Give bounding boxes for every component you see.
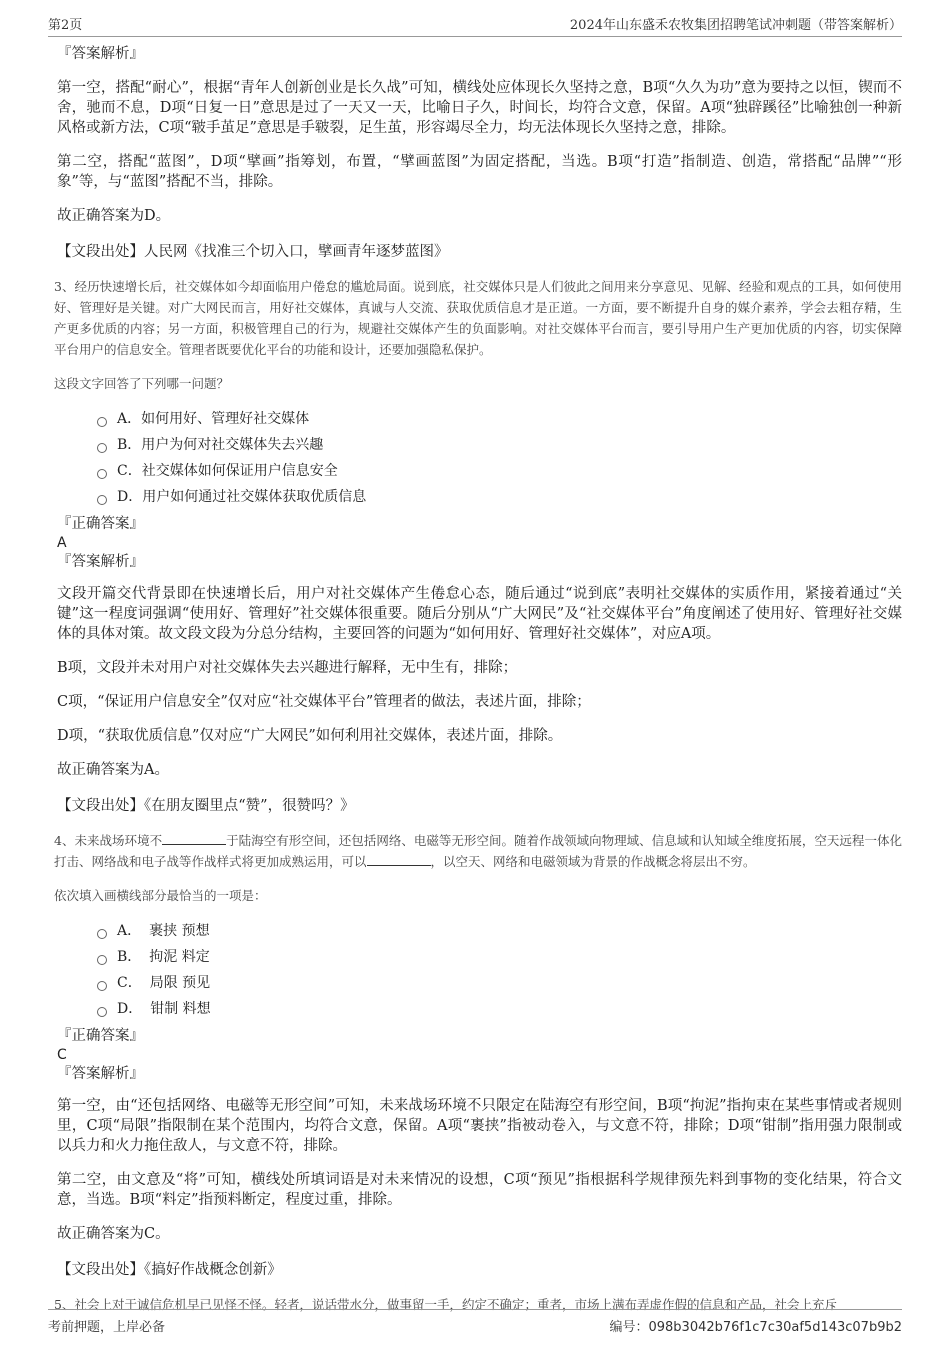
- source-citation: 【文段出处】人民网《找准三个切入口，擘画青年逐梦蓝图》: [57, 244, 449, 260]
- radio-button[interactable]: [97, 1007, 107, 1017]
- option-b[interactable]: B． 用户为何对社交媒体失去兴趣: [97, 432, 902, 458]
- answer-conclusion: 故正确答案为D。: [57, 208, 171, 224]
- question-prompt: 依次填入画横线部分最恰当的一项是：: [54, 888, 267, 903]
- option-a[interactable]: A． 如何用好、管理好社交媒体: [97, 406, 902, 432]
- analysis-paragraph: 第二空，由文意及“将”可知，横线处所填词语是对未来情况的设想，C项“预见”指根据科学规律预先料到事物的变化结果，符合文意，当选。B项“料定”指预料断定，程度过重，排除。: [57, 1172, 902, 1208]
- option-a[interactable]: A． 裹挟 预想: [97, 918, 902, 944]
- analysis-paragraph: D项，“获取优质信息”仅对应“广大网民”如何利用社交媒体，表述片面，排除。: [57, 728, 563, 744]
- option-text: 拘泥 料定: [149, 949, 210, 965]
- page-content: [54, 44, 902, 1315]
- analysis-paragraph: B项，文段并未对用户对社交媒体失去兴趣进行解释，无中生有，排除；: [57, 660, 518, 676]
- page-footer: [48, 1309, 902, 1335]
- option-text: 社交媒体如何保证用户信息安全: [141, 463, 338, 479]
- radio-button[interactable]: [97, 955, 107, 965]
- analysis-tag: 『答案解析』: [57, 46, 144, 62]
- option-c[interactable]: C． 社交媒体如何保证用户信息安全: [97, 458, 902, 484]
- page-header: [48, 14, 902, 37]
- fill-blank: [367, 853, 431, 866]
- correct-answer-value: A: [57, 535, 67, 551]
- page-number: 第2页: [48, 18, 83, 33]
- correct-answer-tag: 『正确答案』: [57, 516, 144, 532]
- analysis-paragraph: 第一空，搭配“耐心”，根据“青年人创新创业是长久战”可知，横线处应体现长久坚持之意，B项“久久为功”意为要持之以恒，锲而不舍，驰而不息，D项“日复一日”意思是过了一天又一天，比喻日子久，时间长，均符合文意，保留。A项“独辟蹊径”比喻独创一种新风格或新方法，C项“皲手茧足”意思是手皲裂，足生茧，形容竭尽全力，均无法体现长久坚持之意，排除。: [57, 80, 902, 136]
- question-stem: 4、未来战场环境不 于陆海空有形空间，还包括网络、电磁等无形空间。随着作战领域向物理域、信息域和认知域全维度拓展，空天远程一体化打击、网络战和电子战等作战样式将更加成熟运用，可以 ，以空天、网络和电磁领域为背景的作战概念将层出不穷。: [54, 833, 902, 869]
- fill-blank: [162, 832, 226, 845]
- radio-button[interactable]: [97, 417, 107, 427]
- answer-conclusion: 故正确答案为A。: [57, 762, 169, 778]
- analysis-tag: 『答案解析』: [57, 554, 144, 570]
- correct-answer-value: C: [57, 1047, 67, 1063]
- question-prompt: 这段文字回答了下列哪一问题？: [54, 376, 230, 391]
- source-citation: 【文段出处】《在朋友圈里点“赞”，很赞吗？》: [57, 798, 355, 814]
- footer-slogan: 考前押题，上岸必备: [48, 1320, 166, 1335]
- option-d[interactable]: D． 钳制 料想: [97, 996, 902, 1022]
- analysis-tag: 『答案解析』: [57, 1066, 144, 1082]
- analysis-paragraph: 第二空，搭配“蓝图”，D项“擘画”指筹划，布置，“擘画蓝图”为固定搭配，当选。B项“打造”指制造、创造，常搭配“品牌”“形象”等，与“蓝图”搭配不当，排除。: [57, 154, 902, 190]
- analysis-paragraph: 文段开篇交代背景即在快速增长后，用户对社交媒体产生倦怠心态，随后通过“说到底”表明社交媒体的实质作用，紧接着通过“关键”这一程度词强调“使用好、管理好”社交媒体很重要。随后分别从“广大网民”及“社交媒体平台”角度阐述了使用好、管理好社交媒体的具体对策。故文段文段为分总分结构，主要回答的问题为“如何用好、管理好社交媒体”，对应A项。: [57, 586, 902, 642]
- radio-button[interactable]: [97, 443, 107, 453]
- document-code: 编号：098b3042b76f1c7c30af5d143c07b9b2: [609, 1320, 902, 1335]
- analysis-paragraph: C项，“保证用户信息安全”仅对应“社交媒体平台”管理者的做法，表述片面，排除；: [57, 694, 591, 710]
- option-text: 裹挟 预想: [149, 923, 210, 939]
- radio-button[interactable]: [97, 469, 107, 479]
- option-text: 用户为何对社交媒体失去兴趣: [141, 437, 324, 453]
- option-text: 局限 预见: [149, 975, 211, 991]
- option-b[interactable]: B． 拘泥 料定: [97, 944, 902, 970]
- radio-button[interactable]: [97, 495, 107, 505]
- option-text: 如何用好、管理好社交媒体: [141, 411, 310, 427]
- radio-button[interactable]: [97, 981, 107, 991]
- radio-button[interactable]: [97, 929, 107, 939]
- option-list: [97, 918, 902, 1022]
- question-stem: 5、社会上对于诚信危机早已见怪不怪。轻者，说话带水分，做事留一手，约定不确定；重者，市场上满布弄虚作假的信息和产品，社会上充斥: [54, 1297, 837, 1312]
- analysis-paragraph: 第一空，由“还包括网络、电磁等无形空间”可知，未来战场环境不只限定在陆海空有形空间，B项“拘泥”指拘束在某些事情或者规则里，C项“局限”指限制在某个范围内，均符合文意，保留。A项“裹挟”指被动卷入，与文意不符，排除；D项“钳制”指用强力限制或以兵力和火力拖住敌人，与文意不符，排除。: [57, 1098, 902, 1154]
- correct-answer-tag: 『正确答案』: [57, 1028, 144, 1044]
- option-c[interactable]: C． 局限 预见: [97, 970, 902, 996]
- option-d[interactable]: D． 用户如何通过社交媒体获取优质信息: [97, 484, 902, 510]
- source-citation: 【文段出处】《搞好作战概念创新》: [57, 1262, 282, 1278]
- document-title: 2024年山东盛禾农牧集团招聘笔试冲刺题（带答案解析）: [569, 18, 902, 33]
- option-text: 用户如何通过社交媒体获取优质信息: [142, 489, 367, 505]
- option-text: 钳制 料想: [150, 1001, 211, 1017]
- option-list: [97, 406, 902, 510]
- answer-conclusion: 故正确答案为C。: [57, 1226, 170, 1242]
- question-stem: 3、经历快速增长后，社交媒体如今却面临用户倦怠的尴尬局面。说到底，社交媒体只是人们彼此之间用来分享意见、见解、经验和观点的工具，如何使用好、管理好是关键。对广大网民而言，用好社交媒体，真诚与人交流、获取优质信息才是正道。一方面，要不断提升自身的媒介素养，学会去粗存精，生产更多优质的内容；另一方面，积极管理自己的行为，规避社交媒体产生的负面影响。对社交媒体平台而言，要引导用户生产更加优质的内容，切实保障平台用户的信息安全。管理者既要优化平台的功能和设计，还要加强隐私保护。: [54, 279, 902, 357]
